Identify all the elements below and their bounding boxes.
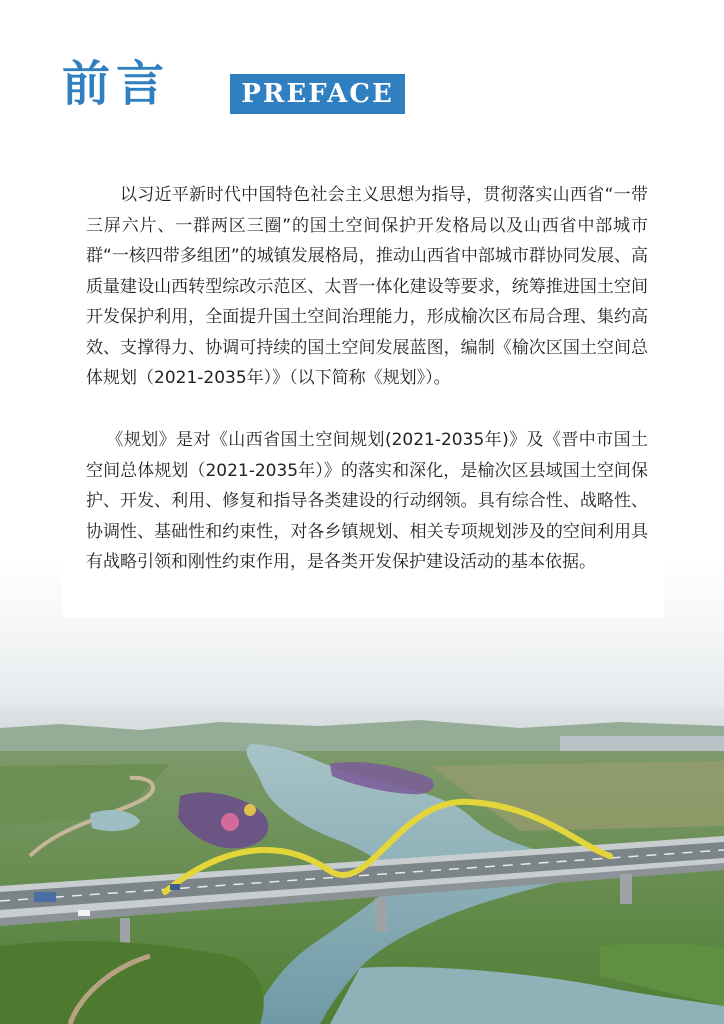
preface-paragraph-2-text: 《规划》是对《山西省国土空间规划(2021-2035年)》及《晋中市国土空间总体规划（2021-2035年）》的落实和深化，是榆次区县域国土空间保护、开发、利用、修复和指导各类建设的行动纲领。具有综合性、战略性、协调性、基础性和约束性，对各乡镇规划、相关专项规划涉及的空间利用具有战略引领和刚性约束作用，是各类开发保护建设活动的基本依据。 [86, 430, 648, 572]
car [170, 884, 180, 890]
preface-paragraph-2 [86, 425, 648, 578]
page-title-chinese: 前言 [62, 56, 171, 112]
page-title-english-badge: PREFACE [230, 74, 405, 114]
flower-dot [221, 813, 239, 831]
bridge-river-photo [0, 706, 724, 1024]
flower-dot [244, 804, 256, 816]
car [78, 910, 90, 916]
bridge-pier [375, 898, 387, 932]
truck [34, 892, 56, 902]
preface-paragraph-1: 以习近平新时代中国特色社会主义思想为指导，贯彻落实山西省“一带三屏六片、一群两区三圈”的国土空间保护开发格局以及山西省中部城市群“一核四带多组团”的城镇发展格局，推动山西省中部城市群协同发展、高质量建设山西转型综改示范区、太晋一体化建设等要求，统筹推进国土空间开发保护利用，全面提升国土空间治理能力，形成榆次区布局合理、集约高效、支撑得力、协调可持续的国土空间发展蓝图，编制《榆次区国土空间总体规划（2021-2035年）》（以下简称《规划》）。 [86, 185, 648, 388]
bridge-pier [620, 874, 632, 904]
